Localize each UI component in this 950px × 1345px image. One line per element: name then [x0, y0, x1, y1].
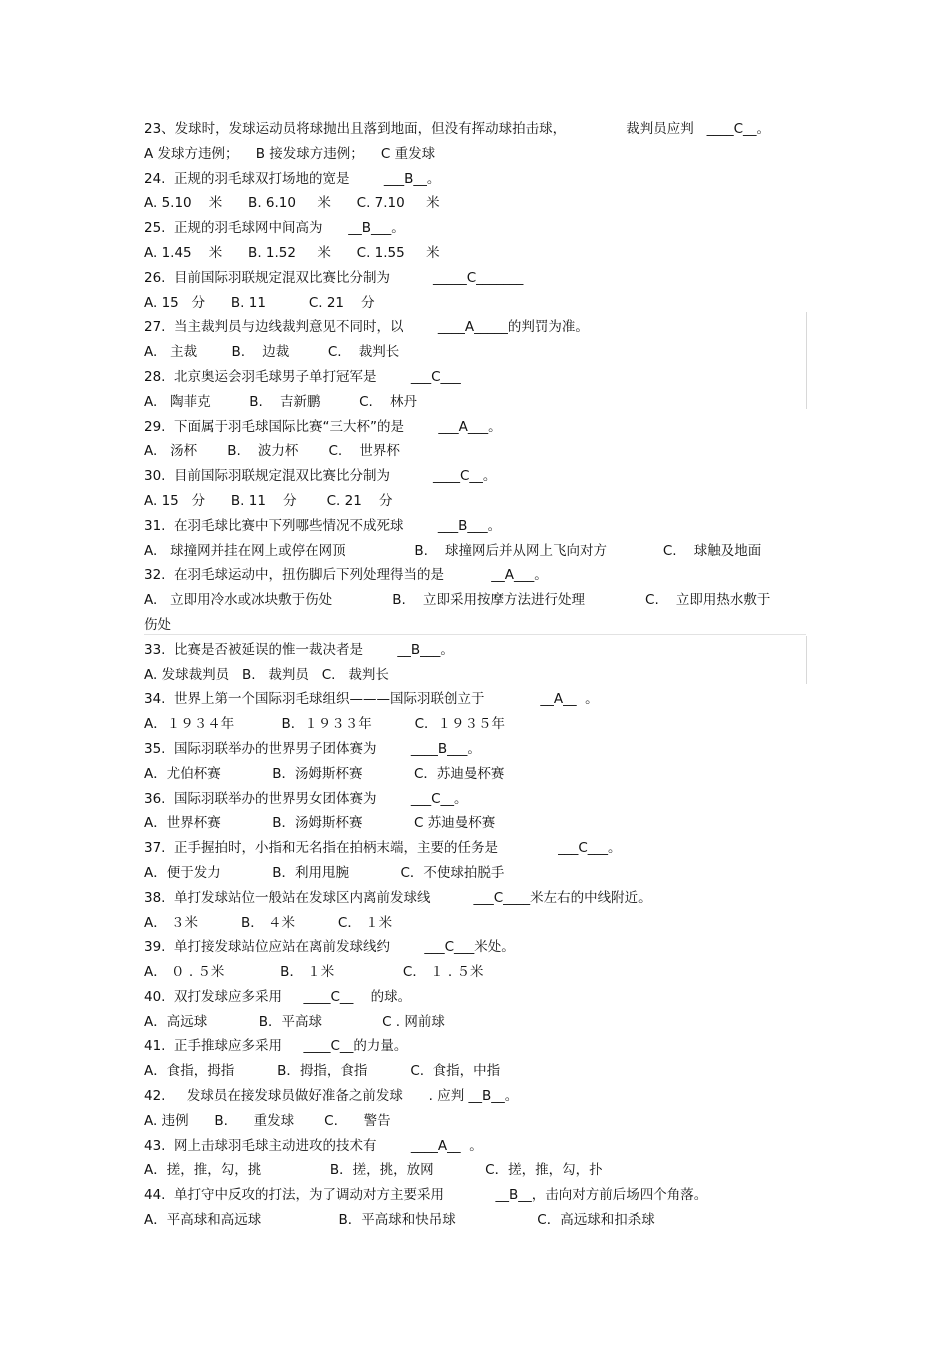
text-line: 34. 世界上第一个国际羽毛球组织———国际羽联创立于 __A__ 。: [144, 691, 599, 708]
text-line: A 发球方违例； B 接发球方违例； C 重发球: [144, 145, 436, 162]
text-line: A．高远球 B．平高球 C . 网前球: [144, 1013, 445, 1030]
text-line: A．１９３４年 B．１９３３年 C．１９３５年: [144, 716, 506, 733]
text-line: 25. 正规的羽毛球网中间高为 __B___。: [144, 220, 405, 237]
text-line: A. 15 分 B. 11 分 C. 21 分: [144, 492, 393, 509]
text-line: 33. 比赛是否被延误的惟一裁决者是 __B___。: [144, 641, 454, 658]
text-line: A．世界杯赛 B．汤姆斯杯赛 C 苏迪曼杯赛: [144, 815, 496, 832]
text-line: 30. 目前国际羽联规定混双比赛比分制为 ____C__。: [144, 468, 497, 485]
text-line: 31. 在羽毛球比赛中下列哪些情况不成死球 ___B___。: [144, 517, 502, 534]
text-line: 35. 国际羽联举办的世界男子团体赛为 ____B___。: [144, 740, 481, 757]
text-line: A. 汤杯 B. 波力杯 C. 世界杯: [144, 443, 400, 460]
text-line: 32. 在羽毛球运动中，扭伤脚后下列处理得当的是 __A___。: [144, 567, 548, 584]
text-line: A. 15 分 B. 11 C. 21 分: [144, 294, 375, 311]
text-line: A. 违例 B. 重发球 C. 警告: [144, 1112, 391, 1129]
text-line: A．食指，拇指 B．拇指，食指 C. 食指，中指: [144, 1063, 501, 1080]
text-line: 39. 单打接发球站位应站在离前发球线约 ___C___米处。: [144, 939, 515, 956]
text-line: 伤处: [144, 616, 171, 633]
text-line: 27. 当主裁判员与边线裁判意见不同时，以 ____A_____的判罚为准。: [144, 319, 589, 336]
text-line: 24. 正规的羽毛球双打场地的宽是 ___B__。: [144, 170, 441, 187]
text-line: A． ３米 B． ４米 C． １米: [144, 914, 393, 931]
text-line: 26. 目前国际羽联规定混双比赛比分制为 _____C_______: [144, 269, 524, 286]
question-list: [144, 117, 844, 1233]
text-line: A．平高球和高远球 B．平高球和快吊球 C．高远球和扣杀球: [144, 1212, 655, 1229]
text-line: A. 球撞网并挂在网上或停在网顶 B. 球撞网后并从网上飞向对方 C. 球触及地面: [144, 542, 762, 559]
text-line: 23、发球时，发球运动员将球抛出且落到地面，但没有挥动球拍击球， 裁判员应判 ____C__。: [144, 121, 771, 137]
text-line: A. 陶菲克 B. 吉新鹏 C. 林丹: [144, 393, 418, 410]
text-line: A. 立即用冷水或冰块敷于伤处 B. 立即采用按摩方法进行处理 C. 立即用热水敷于: [144, 592, 771, 609]
text-line: 41. 正手推球应多采用 ____C__的力量。: [144, 1038, 408, 1055]
text-line: 38. 单打发球站位一般站在发球区内离前发球线 ___C____米左右的中线附近。: [144, 889, 652, 906]
text-line: 40. 双打发球应多采用 ____C__ 的球。: [144, 988, 412, 1005]
text-line: A．尤伯杯赛 B．汤姆斯杯赛 C．苏迪曼杯赛: [144, 765, 505, 782]
text-line: A. 发球裁判员 B. 裁判员 C. 裁判长: [144, 666, 389, 683]
text-line: A．便于发力 B．利用甩腕 C．不使球拍脱手: [144, 864, 505, 881]
text-line: 29. 下面属于羽毛球国际比赛“三大杯”的是 ___A___。: [144, 418, 502, 435]
text-line: A. 1.45 米 B. 1.52 米 C. 1.55 米: [144, 244, 440, 261]
text-line: 28. 北京奥运会羽毛球男子单打冠军是 ___C___: [144, 368, 461, 385]
text-line: A．搓，推，勾，挑 B．搓，挑，放网 C．搓，推，勾，扑: [144, 1162, 603, 1179]
text-line: A. 主裁 B. 边裁 C. 裁判长: [144, 344, 400, 361]
text-line: 37. 正手握拍时，小指和无名指在拍柄末端，主要的任务是 ___C___。: [144, 840, 622, 857]
text-line: 36. 国际羽联举办的世界男女团体赛为 ___C__。: [144, 790, 468, 807]
text-line: 44. 单打守中反攻的打法，为了调动对方主要采用 __B__，击向对方前后场四个角落。: [144, 1187, 708, 1204]
text-line: A. 5.10 米 B. 6.10 米 C. 7.10 米: [144, 195, 440, 212]
text-line: 43. 网上击球羽毛球主动进攻的技术有 ____A__ 。: [144, 1137, 483, 1154]
text-line: 42. 发球员在接发球员做好准备之前发球 . 应判 __B__。: [144, 1088, 519, 1105]
text-line: A． ０ . ５米 B． １米 C． １ . ５米: [144, 964, 484, 981]
